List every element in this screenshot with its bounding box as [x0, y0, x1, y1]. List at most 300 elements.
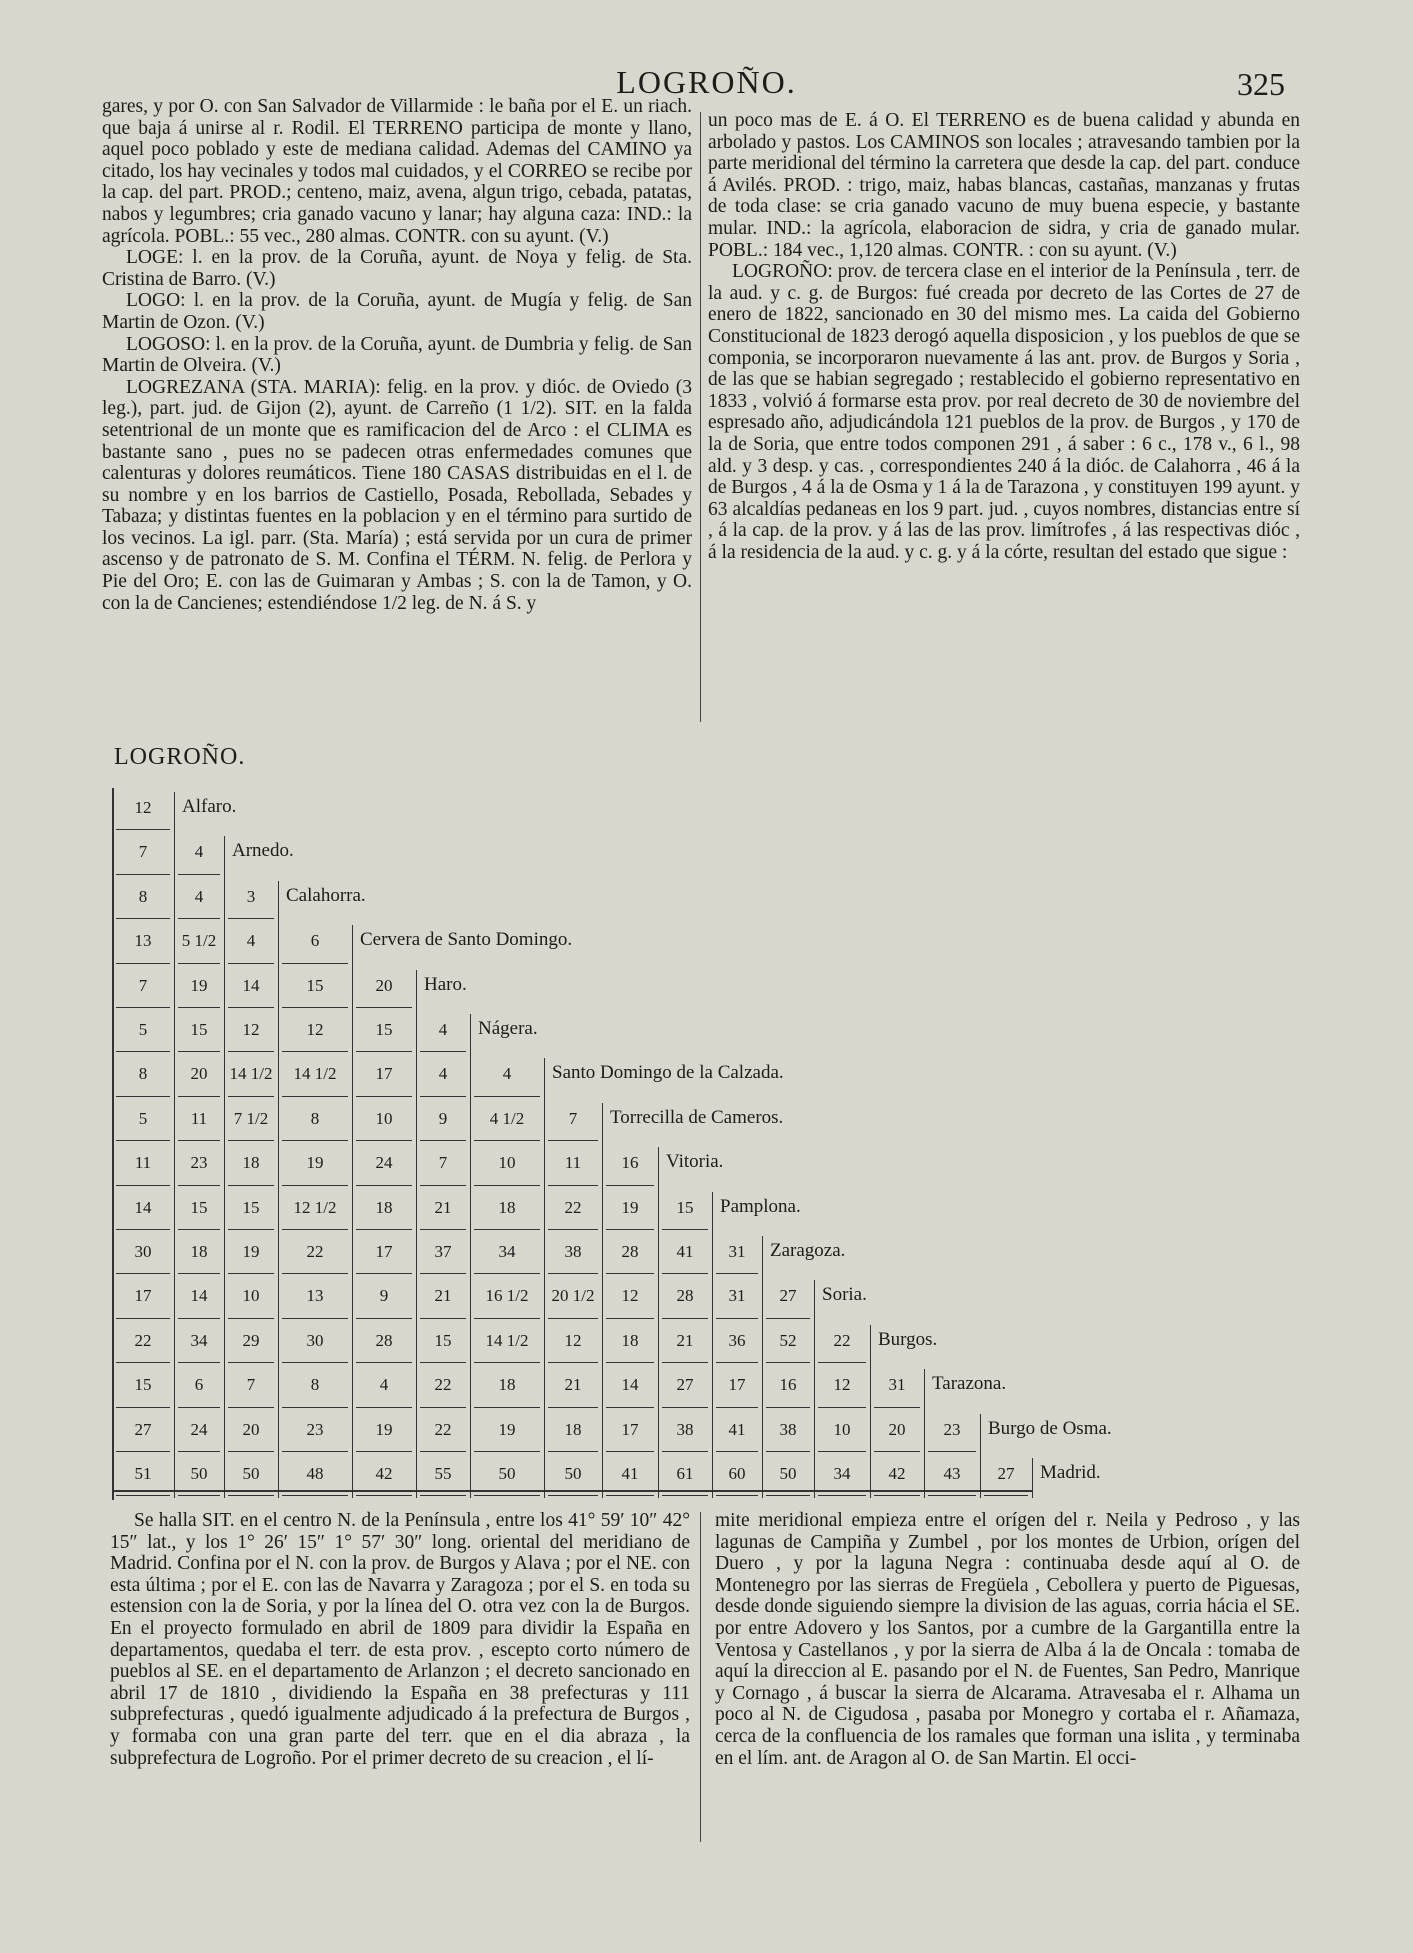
distance-cell: 3: [246, 886, 256, 906]
cell-rule: [282, 963, 348, 964]
column-rule: [352, 925, 353, 1498]
town-name: Haro.: [424, 973, 467, 995]
distance-cell: 15: [242, 1197, 260, 1217]
cell-rule: [420, 1362, 466, 1363]
cell-rule: [356, 1096, 412, 1097]
cell-rule: [818, 1495, 866, 1496]
cell-rule: [606, 1362, 654, 1363]
cell-rule: [282, 1318, 348, 1319]
cell-rule: [474, 1362, 540, 1363]
left-column-top: [102, 96, 692, 614]
distance-cell: 15: [134, 1375, 152, 1395]
town-name: Vitoria.: [666, 1151, 724, 1173]
cell-rule: [356, 1229, 412, 1230]
distance-cell: 55: [434, 1464, 452, 1483]
cell-rule: [282, 1051, 348, 1052]
distance-cell: 5 1/2: [181, 931, 217, 951]
cell-rule: [228, 963, 274, 964]
distance-cell: 19: [242, 1242, 260, 1261]
table-caption: LOGROÑO.: [114, 744, 246, 770]
distance-cell: 9: [379, 1286, 389, 1306]
cell-rule: [178, 1407, 220, 1408]
distance-cell: 10: [242, 1286, 260, 1306]
cell-rule: [548, 1185, 598, 1186]
cell-rule: [228, 1229, 274, 1230]
distance-cell: 15: [676, 1197, 694, 1217]
paragraph: LOGREZANA (STA. MARIA): felig. en la prov. y dióc. de Oviedo (3 leg.), part. jud. de Gijon (2), ayunt. de Carreño (1 1/2). SIT. en la falda setentrional de un monte que es ramificacion del de Arco : el CLIMA es bastante sano , pues no se padecen otras enfermedades comunes que calenturas y dolores reumáticos. Tiene 180 CASAS distribuidas en el l. de su nombre y en los barrios de Castiello, Posada, Rebollada, Sebades y Tabaza; y distintas fuentes en la poblacion y en el término para surtido de los vecinos. La igl. parr. (Sta. María) ; está servida por un cura de primer ascenso y de patronato de S. M. Confina el TÉRM. N. felig. de Perlora y Pie del Oro; E. con las de Guimaran y Ambas ; S. con la de Tamon, y O. con la de Cancienes; estendiéndose 1/2 leg. de N. á S. y: [102, 376, 692, 614]
cell-rule: [282, 1229, 348, 1230]
cell-rule: [116, 1495, 170, 1496]
distance-cell: 4: [246, 931, 256, 951]
cell-rule: [178, 918, 220, 919]
column-rule: [762, 1236, 763, 1498]
cell-rule: [178, 1273, 220, 1274]
cell-rule: [818, 1451, 866, 1452]
distance-cell: 61: [676, 1464, 694, 1483]
distance-cell: 4: [438, 1064, 448, 1084]
distance-cell: 27: [997, 1464, 1015, 1483]
distance-cell: 18: [498, 1197, 516, 1217]
cell-rule: [662, 1318, 708, 1319]
distance-cell: 50: [779, 1464, 797, 1483]
cell-rule: [178, 1318, 220, 1319]
distance-cell: 15: [434, 1330, 452, 1350]
distance-cell: 14 1/2: [485, 1330, 529, 1350]
distance-cell: 19: [498, 1419, 516, 1439]
distance-cell: 23: [190, 1153, 208, 1173]
cell-rule: [548, 1407, 598, 1408]
distance-cell: 14: [242, 975, 260, 995]
distance-cell: 8: [310, 1108, 320, 1128]
distance-cell: 29: [242, 1330, 260, 1350]
cell-rule: [228, 1007, 274, 1008]
distance-cell: 41: [621, 1464, 639, 1483]
cell-rule: [228, 1140, 274, 1141]
cell-rule: [116, 1229, 170, 1230]
distance-cell: 24: [375, 1153, 393, 1173]
cell-rule: [420, 1495, 466, 1496]
cell-rule: [474, 1140, 540, 1141]
cell-rule: [178, 1007, 220, 1008]
distance-cell: 14: [621, 1375, 639, 1395]
cell-rule: [116, 1407, 170, 1408]
cell-rule: [928, 1495, 976, 1496]
cell-rule: [548, 1273, 598, 1274]
distance-cell: 4: [194, 886, 204, 906]
cell-rule: [228, 1362, 274, 1363]
cell-rule: [606, 1495, 654, 1496]
distance-cell: 12: [242, 1020, 260, 1039]
distance-cell: 14 1/2: [293, 1064, 337, 1084]
cell-rule: [662, 1273, 708, 1274]
distance-cell: 4: [502, 1064, 512, 1084]
cell-rule: [178, 1495, 220, 1496]
distance-cell: 20 1/2: [551, 1286, 595, 1306]
page-number: 325: [1237, 66, 1285, 102]
cell-rule: [116, 918, 170, 919]
cell-rule: [228, 1495, 274, 1496]
right-column-bottom: [715, 1510, 1300, 1769]
distance-cell: 27: [676, 1375, 694, 1395]
distance-cell: 7 1/2: [233, 1108, 269, 1128]
cell-rule: [766, 1451, 810, 1452]
distance-cell: 21: [434, 1286, 452, 1306]
cell-rule: [282, 1273, 348, 1274]
cell-rule: [356, 1051, 412, 1052]
cell-rule: [178, 874, 220, 875]
cell-rule: [548, 1495, 598, 1496]
distance-cell: 34: [190, 1330, 208, 1350]
cell-rule: [474, 1273, 540, 1274]
cell-rule: [474, 1229, 540, 1230]
distance-cell: 12 1/2: [293, 1197, 337, 1217]
distance-cell: 6: [194, 1375, 204, 1395]
cell-rule: [116, 829, 170, 830]
distance-cell: 20: [190, 1064, 208, 1084]
cell-rule: [716, 1318, 758, 1319]
cell-rule: [420, 1140, 466, 1141]
distance-cell: 16: [621, 1153, 639, 1173]
cell-rule: [356, 1273, 412, 1274]
distance-cell: 23: [943, 1419, 961, 1439]
cell-rule: [178, 1229, 220, 1230]
cell-rule: [282, 1407, 348, 1408]
cell-rule: [606, 1273, 654, 1274]
cell-rule: [474, 1185, 540, 1186]
distance-cell: 19: [306, 1153, 324, 1173]
cell-rule: [606, 1318, 654, 1319]
cell-rule: [548, 1140, 598, 1141]
cell-rule: [178, 963, 220, 964]
town-name: Burgo de Osma.: [988, 1417, 1112, 1439]
distance-cell: 19: [621, 1197, 639, 1217]
distance-cell: 9: [438, 1108, 448, 1128]
town-name: Santo Domingo de la Calzada.: [552, 1062, 784, 1084]
cell-rule: [818, 1362, 866, 1363]
cell-rule: [356, 1140, 412, 1141]
town-name: Burgos.: [878, 1328, 938, 1350]
distance-cell: 4: [438, 1020, 448, 1039]
town-name: Alfaro.: [182, 796, 237, 817]
distance-cell: 18: [375, 1197, 393, 1217]
distance-cell: 10: [498, 1153, 516, 1173]
cell-rule: [606, 1407, 654, 1408]
cell-rule: [178, 1451, 220, 1452]
distance-cell: 23: [306, 1419, 324, 1439]
cell-rule: [356, 1185, 412, 1186]
distance-cell: 22: [306, 1242, 324, 1261]
distance-cell: 7: [138, 975, 148, 995]
distance-cell: 14 1/2: [229, 1064, 273, 1084]
cell-rule: [420, 1096, 466, 1097]
town-name: Cervera de Santo Domingo.: [360, 929, 573, 951]
distance-cell: 50: [242, 1464, 260, 1483]
cell-rule: [116, 1051, 170, 1052]
distance-cell: 16 1/2: [485, 1286, 529, 1306]
distance-cell: 21: [434, 1197, 452, 1217]
town-name: Pamplona.: [720, 1195, 801, 1217]
distance-cell: 12: [564, 1330, 582, 1350]
distance-cell: 20: [242, 1419, 260, 1439]
distance-cell: 41: [728, 1419, 746, 1439]
column-rule: [1032, 1458, 1033, 1498]
paragraph: LOGO: l. en la prov. de la Coruña, ayunt. de Mugía y felig. de San Martin de Ozon. (V.): [102, 290, 692, 333]
distance-cell: 7: [138, 842, 148, 862]
distance-cell: 17: [621, 1419, 639, 1439]
distance-cell: 21: [676, 1330, 694, 1350]
distance-cell: 28: [621, 1242, 639, 1261]
cell-rule: [766, 1407, 810, 1408]
cell-rule: [766, 1318, 810, 1319]
distance-cell: 34: [498, 1242, 516, 1261]
distance-cell: 11: [564, 1153, 582, 1173]
cell-rule: [474, 1096, 540, 1097]
cell-rule: [548, 1451, 598, 1452]
cell-rule: [178, 1362, 220, 1363]
cell-rule: [984, 1495, 1028, 1496]
distance-cell: 22: [134, 1330, 152, 1350]
distance-cell: 20: [888, 1419, 906, 1439]
cell-rule: [420, 1451, 466, 1452]
distance-cell: 21: [564, 1375, 582, 1395]
distance-cell: 38: [779, 1419, 797, 1439]
distance-cell: 48: [306, 1464, 324, 1483]
distance-cell: 15: [190, 1197, 208, 1217]
cell-rule: [356, 1007, 412, 1008]
cell-rule: [178, 1185, 220, 1186]
town-name: Nágera.: [478, 1018, 538, 1039]
cell-rule: [928, 1451, 976, 1452]
cell-rule: [116, 874, 170, 875]
distance-cell: 4: [379, 1375, 389, 1395]
cell-rule: [178, 1140, 220, 1141]
cell-rule: [228, 1096, 274, 1097]
cell-rule: [228, 1185, 274, 1186]
cell-rule: [116, 963, 170, 964]
distance-cell: 4 1/2: [489, 1108, 525, 1128]
distance-cell: 19: [375, 1419, 393, 1439]
distance-cell: 13: [134, 931, 152, 951]
distance-cell: 4: [194, 842, 204, 862]
cell-rule: [606, 1229, 654, 1230]
cell-rule: [356, 1495, 412, 1496]
column-rule: [980, 1414, 981, 1499]
cell-rule: [474, 1451, 540, 1452]
town-name: Torrecilla de Cameros.: [610, 1106, 784, 1128]
distance-cell: 18: [564, 1419, 582, 1439]
distance-cell: 10: [833, 1419, 851, 1439]
cell-rule: [116, 1318, 170, 1319]
cell-rule: [116, 1007, 170, 1008]
left-column-bottom: [110, 1510, 690, 1769]
cell-rule: [548, 1362, 598, 1363]
cell-rule: [716, 1362, 758, 1363]
cell-rule: [282, 1007, 348, 1008]
town-name: Calahorra.: [286, 884, 366, 906]
distance-cell: 22: [564, 1197, 582, 1217]
cell-rule: [662, 1407, 708, 1408]
distance-cell: 50: [564, 1464, 582, 1483]
distance-cell: 12: [621, 1286, 639, 1306]
cell-rule: [716, 1407, 758, 1408]
cell-rule: [874, 1495, 920, 1496]
cell-rule: [662, 1495, 708, 1496]
cell-rule: [356, 1451, 412, 1452]
distance-cell: 22: [833, 1330, 851, 1350]
cell-rule: [282, 1096, 348, 1097]
distance-cell: 30: [306, 1330, 324, 1350]
cell-rule: [716, 1273, 758, 1274]
distance-cell: 15: [306, 975, 324, 995]
distance-cell: 17: [134, 1286, 152, 1306]
distance-cell: 17: [375, 1242, 393, 1261]
distance-cell: 6: [310, 931, 320, 951]
cell-rule: [228, 1451, 274, 1452]
right-column-top: [708, 110, 1300, 563]
cell-rule: [548, 1318, 598, 1319]
cell-rule: [420, 1051, 466, 1052]
distance-cell: 50: [498, 1464, 516, 1483]
distance-cell: 28: [676, 1286, 694, 1306]
distance-cell: 8: [310, 1375, 320, 1395]
distance-cell: 28: [375, 1330, 393, 1350]
distance-cell: 12: [134, 798, 152, 817]
distance-cell: 42: [888, 1464, 906, 1483]
distance-cell: 8: [138, 886, 148, 906]
paragraph: gares, y por O. con San Salvador de Villarmide : le baña por el E. un riach. que baja á unirse al r. Rodil. El TERRENO participa de monte y llano, aquel poco poblado y este de mediana calidad. Ademas del CAMINO ya citado, los hay vecinales y todos mal cuidados, y el CORREO se recibe por la cap. del part. PROD.; centeno, maiz, avena, algun trigo, cebada, patatas, nabos y legumbres; cria ganado vacuno y lanar; hay alguna caza: IND.: la agrícola. POBL.: 55 vec., 280 almas. CONTR. con su ayunt. (V.): [102, 96, 692, 247]
cell-rule: [766, 1495, 810, 1496]
distance-cell: 22: [434, 1375, 452, 1395]
distance-cell: 18: [242, 1153, 260, 1173]
distance-cell: 18: [621, 1330, 639, 1350]
distance-cell: 42: [375, 1464, 393, 1483]
distance-cell: 18: [498, 1375, 516, 1395]
cell-rule: [766, 1362, 810, 1363]
cell-rule: [420, 1407, 466, 1408]
cell-rule: [282, 1495, 348, 1496]
distance-cell: 11: [190, 1108, 208, 1128]
distance-cell: 38: [676, 1419, 694, 1439]
column-divider: [700, 112, 701, 722]
cell-rule: [420, 1273, 466, 1274]
column-rule: [278, 881, 279, 1499]
cell-rule: [228, 918, 274, 919]
distance-cell: 41: [676, 1242, 694, 1261]
paragraph: un poco mas de E. á O. El TERRENO es de buena calidad y abunda en arbolado y pastos. Los CAMINOS son locales ; atravesando tambien por la parte meridional del término la carretera que desde la cap. del part. conduce á Avilés. PROD. : trigo, maiz, habas blancas, castañas, manzanas y frutas de toda clase: se cria ganado vacuno de muy buena especie, y bastante mular. IND.: la agrícola, elaboracion de sidra, y cria de ganado mular. POBL.: 184 vec., 1,120 almas. CONTR. : con su ayunt. (V.): [708, 110, 1300, 261]
distance-cell: 14: [190, 1286, 208, 1306]
distance-cell: 13: [306, 1286, 324, 1306]
town-name: Arnedo.: [232, 840, 294, 862]
cell-rule: [716, 1451, 758, 1452]
distance-cell: 15: [375, 1020, 393, 1039]
distance-cell: 12: [306, 1020, 324, 1039]
distance-cell: 20: [375, 975, 393, 995]
distance-cell: 8: [138, 1064, 148, 1084]
distance-cell: 5: [138, 1108, 148, 1128]
distance-cell: 22: [434, 1419, 452, 1439]
distance-cell: 16: [779, 1375, 797, 1395]
distance-cell: 7: [246, 1375, 256, 1395]
cell-rule: [282, 1451, 348, 1452]
cell-rule: [818, 1407, 866, 1408]
cell-rule: [116, 1273, 170, 1274]
town-name: Soria.: [822, 1284, 867, 1306]
distance-cell: 43: [943, 1464, 961, 1483]
cell-rule: [874, 1451, 920, 1452]
distance-cell: 15: [190, 1020, 208, 1039]
cell-rule: [228, 1318, 274, 1319]
distance-cell: 5: [138, 1020, 148, 1039]
distance-cell: 27: [779, 1286, 797, 1306]
cell-rule: [662, 1362, 708, 1363]
cell-rule: [116, 1362, 170, 1363]
cell-rule: [548, 1229, 598, 1230]
distance-cell: 27: [134, 1419, 152, 1439]
cell-rule: [716, 1495, 758, 1496]
distance-cell: 10: [375, 1108, 393, 1128]
town-name: Tarazona.: [932, 1373, 1007, 1395]
cell-rule: [116, 1185, 170, 1186]
column-divider-bottom: [700, 1512, 701, 1842]
distance-cell: 14: [134, 1197, 152, 1217]
cell-rule: [662, 1451, 708, 1452]
cell-rule: [282, 1185, 348, 1186]
cell-rule: [474, 1407, 540, 1408]
cell-rule: [178, 1051, 220, 1052]
cell-rule: [116, 1096, 170, 1097]
distance-cell: 30: [134, 1242, 152, 1261]
cell-rule: [356, 1362, 412, 1363]
cell-rule: [606, 1451, 654, 1452]
distance-cell: 7: [438, 1153, 448, 1173]
cell-rule: [282, 1362, 348, 1363]
paragraph: LOGE: l. en la prov. de la Coruña, ayunt. de Noya y felig. de Sta. Cristina de Barro. (V.): [102, 247, 692, 290]
cell-rule: [474, 1318, 540, 1319]
cell-rule: [356, 1407, 412, 1408]
distance-cell: 37: [434, 1242, 452, 1261]
distance-cell: 52: [779, 1330, 797, 1350]
cell-rule: [282, 1140, 348, 1141]
cell-rule: [178, 1096, 220, 1097]
running-title: LOGROÑO.: [616, 64, 797, 100]
paragraph: mite meridional empieza entre el orígen del r. Neila y Pedroso , y las lagunas de Campiña y Zumbel , por los montes de Urbion, orígen del Duero , y por la laguna Negra : continuaba desde aquí al O. de Montenegro por las sierras de Fregüela , Cebollera y puerto de Piguesas, desde donde siguiendo siempre la division de las aguas, corria hácia el SE. por entre Adovero y los Santos, por a cumbre de la Gargantilla entre la Ventosa y Castellanos , y por la sierra de Alba á la de Oncala : tomaba de aquí la direccion al E. pasando por el N. de Fuentes, San Pedro, Manrique y Cornago , á buscar la sierra de Alcarama. Atravesaba el r. Alhama un poco al N. de Cigudosa , pasaba por Monegro y cortaba el r. Añamaza, cerca de la confluencia de los ramales que forman una islita , y terminaba en el lím. ant. de Aragon al O. de San Martin. El occi-: [715, 1510, 1300, 1769]
town-name: Zaragoza.: [770, 1240, 846, 1261]
distance-cell: 31: [888, 1375, 906, 1395]
distance-cell: 31: [728, 1242, 746, 1261]
cell-rule: [228, 1273, 274, 1274]
cell-rule: [228, 1407, 274, 1408]
distance-cell: 17: [728, 1375, 746, 1395]
town-name: Madrid.: [1040, 1462, 1101, 1483]
cell-rule: [116, 1140, 170, 1141]
paragraph: LOGOSO: l. en la prov. de la Coruña, ayunt. de Dumbria y felig. de San Martin de Olveira. (V.): [102, 333, 692, 377]
distance-cell: 19: [190, 975, 208, 995]
cell-rule: [474, 1495, 540, 1496]
distance-cell: 31: [728, 1286, 746, 1306]
distance-cell: 11: [134, 1153, 152, 1173]
distance-cell: 50: [190, 1464, 208, 1483]
distance-table: [112, 788, 1312, 1508]
distance-cell: 36: [728, 1330, 746, 1350]
paragraph: LOGROÑO: prov. de tercera clase en el interior de la Península , terr. de la aud. y c. g. de Burgos: fué creada por decreto de las Cortes de 27 de enero de 1822, sancionado en 30 del mismo mes. La caida del Gobierno Constitucional de 1823 derogó aquella disposicion , y los pueblos de que se componia, se incorporaron nuevamente á las ant. prov. de Burgos y Soria , de las que se habian segregado ; restablecido el gobierno representativo en 1833 , volvió á formarse esta prov. por real decreto de 30 de noviembre del espresado año, adjudicándola 121 pueblos de la prov. de Burgos , y 170 de la de Soria, que entre todos componen 291 , á saber : 6 c., 178 v., 6 l., 98 ald. y 3 desp. y cas. , correspondientes 240 á la dióc. de Calahorra , 46 á la de Burgos , 4 á la de Osma y 1 á la de Tarazona , y constituyen 199 ayunt. y 63 alcaldías pedaneas en los 9 part. jud. , cuyos nombres, distancias entre sí , á la cap. de la prov. y á las de las prov. limítrofes , á las respectivas dióc , á la residencia de la aud. y c. g. y á la córte, resultan del estado que sigue :: [708, 261, 1300, 563]
distance-cell: 60: [728, 1464, 746, 1483]
distance-cell: 7: [568, 1108, 578, 1128]
cell-rule: [662, 1229, 708, 1230]
distance-cell: 17: [375, 1064, 393, 1084]
distance-cell: 12: [833, 1375, 851, 1395]
distance-cell: 34: [833, 1464, 851, 1483]
cell-rule: [356, 1318, 412, 1319]
